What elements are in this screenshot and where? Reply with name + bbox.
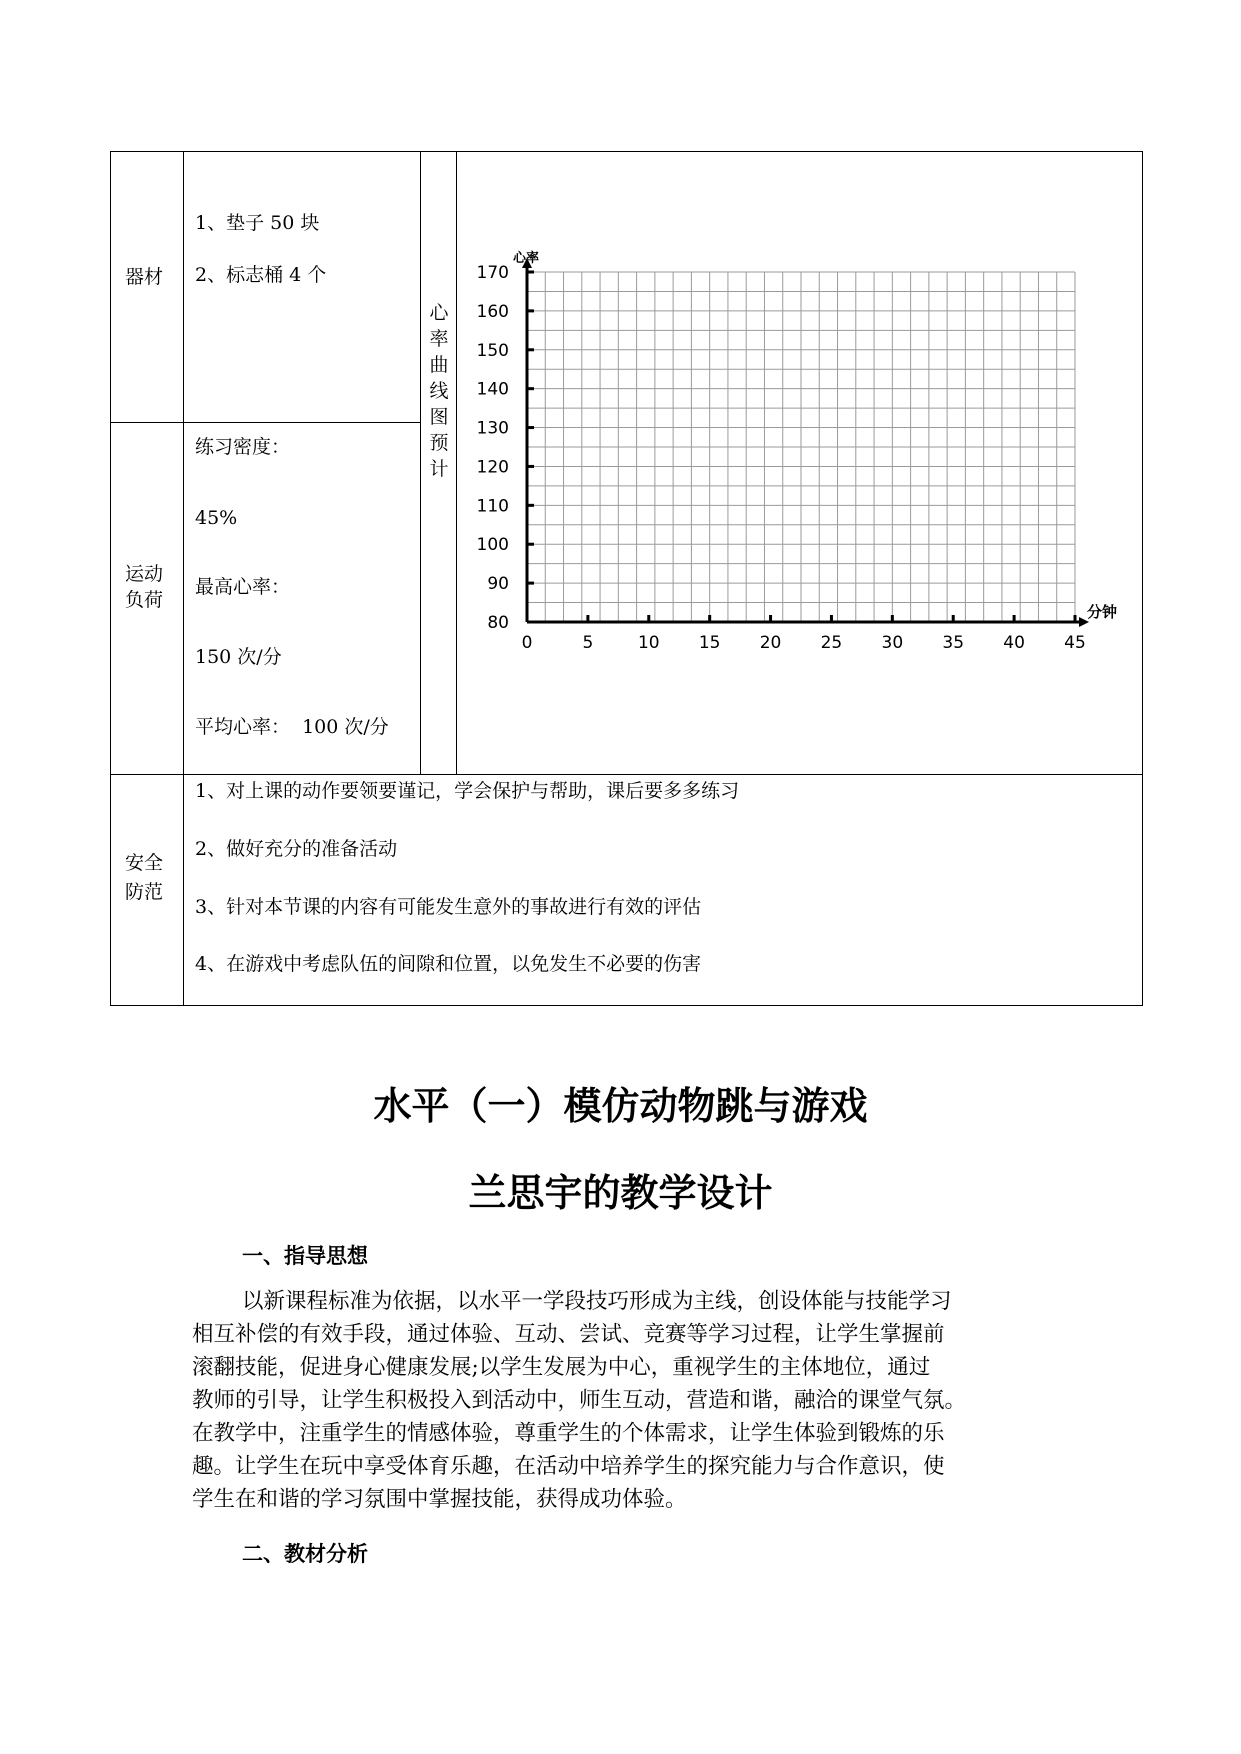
x-tick-label: 10 bbox=[637, 633, 660, 653]
density-label: 练习密度： bbox=[195, 436, 291, 458]
x-tick-label: 45 bbox=[1064, 633, 1086, 653]
x-tick-label: 35 bbox=[942, 633, 965, 653]
safety-item: 3、针对本节课的内容有可能发生意外的事故进行有效的评估 bbox=[195, 896, 702, 918]
x-tick-label: 15 bbox=[698, 633, 721, 653]
equipment-label: 器材 bbox=[125, 266, 164, 288]
x-tick-label: 5 bbox=[582, 633, 594, 653]
hr-chart-label: 心 率 曲 线 图 预 计 bbox=[429, 302, 449, 480]
section-heading: 一、指导思想 bbox=[242, 1244, 368, 1268]
density-value: 45% bbox=[195, 507, 238, 529]
safety-item: 4、在游戏中考虑队伍的间隙和位置，以免发生不必要的伤害 bbox=[195, 953, 702, 975]
x-tick-label: 20 bbox=[759, 633, 782, 653]
page-title: 水平（一）模仿动物跳与游戏 bbox=[373, 1084, 868, 1128]
y-tick-label: 110 bbox=[476, 496, 509, 517]
y-tick-label: 170 bbox=[476, 263, 509, 283]
safety-item: 1、对上课的动作要领要谨记，学会保护与帮助，课后要多多练习 bbox=[195, 780, 740, 802]
section-heading: 二、教材分析 bbox=[242, 1542, 368, 1566]
y-tick-label: 100 bbox=[476, 535, 509, 556]
max-hr-label: 最高心率： bbox=[195, 576, 291, 598]
y-tick-label: 90 bbox=[487, 574, 509, 595]
x-tick-label: 0 bbox=[521, 633, 533, 653]
y-axis-label: 心率 bbox=[513, 251, 540, 266]
x-tick-label: 25 bbox=[820, 633, 843, 653]
safety-label: 安全 防范 bbox=[125, 852, 164, 903]
page-subtitle: 兰思宇的教学设计 bbox=[468, 1171, 773, 1215]
y-tick-label: 130 bbox=[476, 418, 509, 439]
y-tick-label: 150 bbox=[476, 340, 509, 361]
y-tick-label: 140 bbox=[476, 379, 509, 400]
equipment-item: 1、垫子 50 块 bbox=[195, 212, 320, 234]
section-paragraph: 以新课程标准为依据，以水平一学段技巧形成为主线，创设体能与技能学习 相互补偿的有效手段，通过体验、互动、尝试、竞赛等学习过程，让学生掌握前 滚翻技能，促进身心健康发展;以学生发展为中心，重视学生的主体地位，通过 教师的引导，让学生积极投入到活动中，师生互动，营造和谐，融洽的课堂气氛。 在教学中，注重学生的情感体验，尊重学生的个体需求，让学生体验到锻炼的乐 趣。让学生在玩中享受体育乐趣，在活动中培养学生的探究能力与合作意识，使 学生在和谐的学习氛围中掌握技能，获得成功体验。 bbox=[192, 1289, 967, 1512]
x-tick-label: 40 bbox=[1003, 633, 1025, 653]
y-tick-label: 80 bbox=[487, 613, 509, 633]
max-hr-value: 150 次/分 bbox=[195, 646, 282, 668]
x-tick-label: 30 bbox=[881, 633, 904, 653]
x-axis-label: 分钟 bbox=[1087, 603, 1118, 621]
load-label: 运动 负荷 bbox=[125, 563, 164, 611]
safety-item: 2、做好充分的准备活动 bbox=[195, 838, 398, 860]
avg-hr-text: 平均心率： 100 次/分 bbox=[195, 716, 389, 738]
equipment-item: 2、标志桶 4 个 bbox=[195, 264, 327, 286]
y-tick-label: 160 bbox=[476, 301, 509, 322]
heart-rate-chart bbox=[457, 152, 1142, 774]
y-tick-label: 120 bbox=[476, 457, 509, 478]
